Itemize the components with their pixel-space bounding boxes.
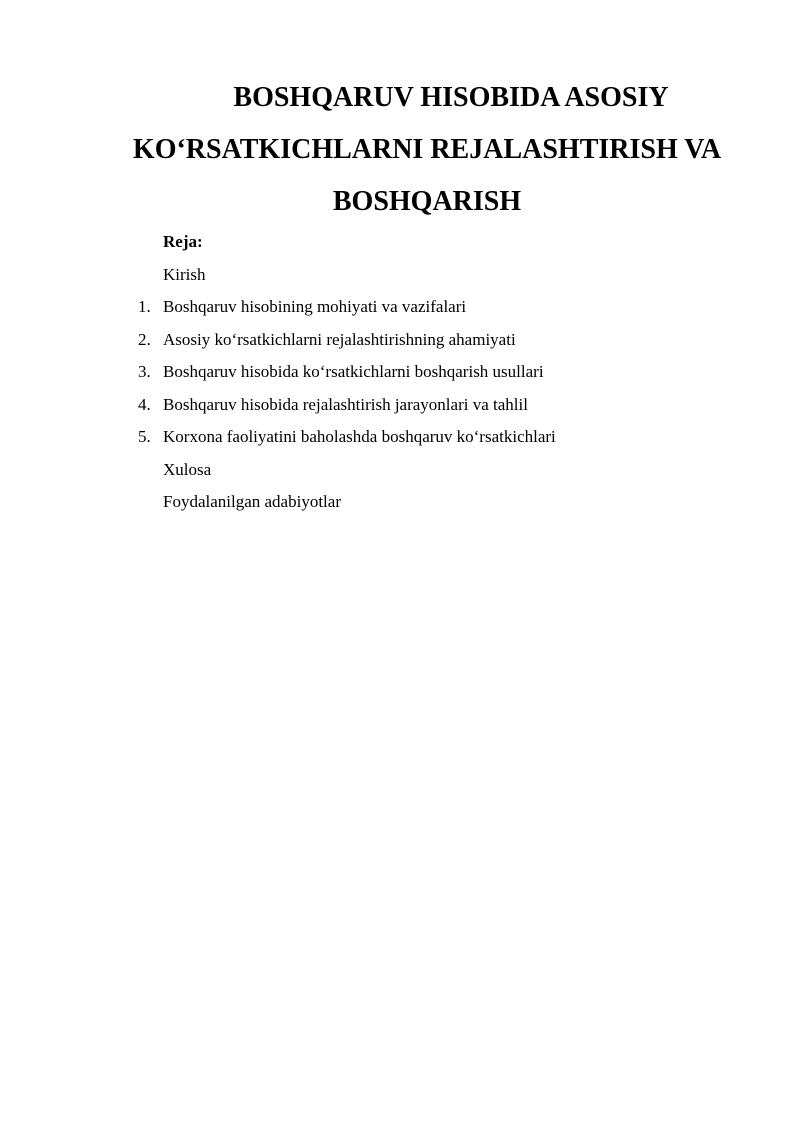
title-line: BOSHQARUV HISOBIDA ASOSIY [233, 82, 669, 113]
plan-outline [0, 226, 800, 519]
plan-item-number: 4. [138, 394, 151, 414]
plan-conclusion [0, 454, 800, 487]
plan-heading [0, 226, 800, 259]
title-line: BOSHQARISH [332, 186, 522, 217]
plan-item [0, 356, 800, 389]
plan-item-number: 2. [138, 329, 151, 349]
plan-item [0, 421, 800, 454]
title-line: KO‘RSATKICHLARNI REJALASHTIRISH VA [132, 134, 722, 165]
plan-item [0, 389, 800, 422]
plan-heading-label: Reja: [163, 232, 203, 251]
plan-item [0, 324, 800, 357]
plan-references [0, 486, 800, 519]
document-title [100, 72, 754, 228]
plan-item [0, 291, 800, 324]
plan-item-number: 3. [138, 362, 151, 381]
plan-item-text: Boshqaruv hisobida ko‘rsatkichlarni boshqarish usullari [163, 362, 544, 381]
plan-item-text: Korxona faoliyatini baholashda boshqaruv ko‘rsatkichlari [163, 427, 556, 446]
plan-item-text: Boshqaruv hisobida rejalashtirish jarayonlari va tahlil [163, 394, 528, 414]
plan-references-label: Foydalanilgan adabiyotlar [163, 492, 341, 511]
plan-intro [0, 259, 800, 292]
plan-item-number: 5. [138, 427, 151, 446]
plan-item-text: Boshqaruv hisobining mohiyati va vazifalari [163, 297, 467, 316]
plan-item-text: Asosiy ko‘rsatkichlarni rejalashtirishning ahamiyati [163, 329, 516, 349]
plan-conclusion-label: Xulosa [163, 459, 212, 479]
plan-item-number: 1. [138, 297, 151, 316]
plan-intro-label: Kirish [163, 264, 206, 284]
